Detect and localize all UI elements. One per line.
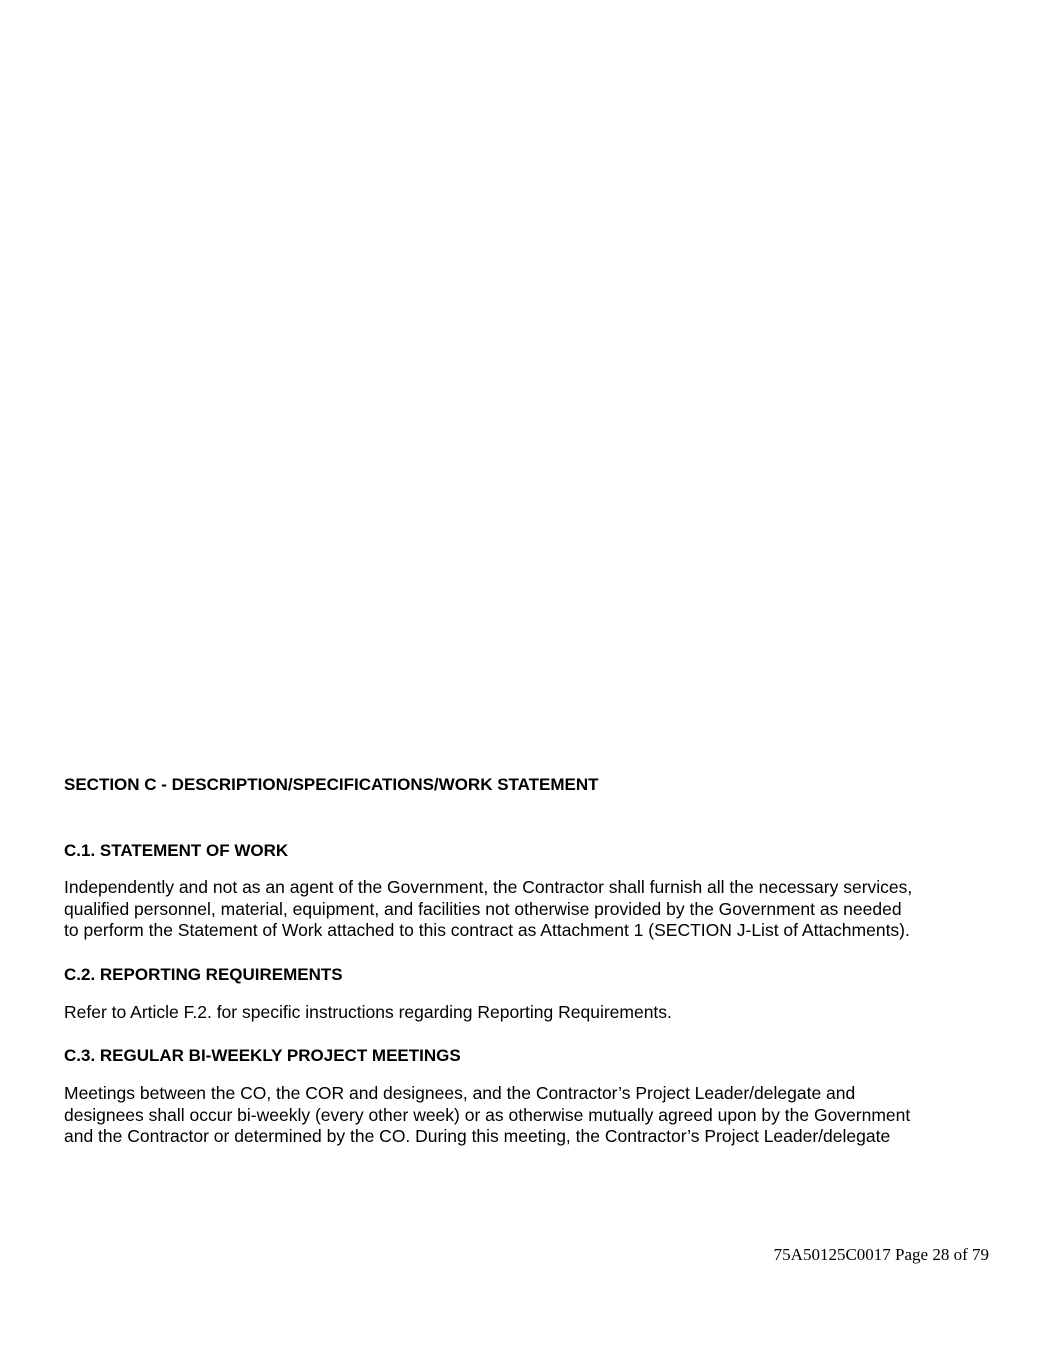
paragraph-line: Meetings between the CO, the COR and designees, and the Contractor’s Project Leader/delegate and	[64, 1083, 856, 1103]
section-title: SECTION C - DESCRIPTION/SPECIFICATIONS/WORK STATEMENT	[64, 775, 599, 794]
heading-statement-of-work: C.1. STATEMENT OF WORK	[64, 841, 289, 860]
paragraph-reporting-requirements	[64, 1002, 994, 1024]
paragraph-line: to perform the Statement of Work attached to this contract as Attachment 1 (SECTION J-List of Attachments).	[64, 920, 910, 940]
paragraph-project-meetings	[64, 1083, 994, 1148]
heading-project-meetings: C.3. REGULAR BI-WEEKLY PROJECT MEETINGS	[64, 1046, 461, 1065]
paragraph-line: qualified personnel, material, equipment, and facilities not otherwise provided by the Government as needed	[64, 898, 902, 919]
page-footer: 75A50125C0017 Page 28 of 79	[773, 1245, 989, 1264]
paragraph-line: Independently and not as an agent of the Government, the Contractor shall furnish all the necessary services,	[64, 877, 913, 897]
paragraph-line: and the Contractor or determined by the CO. During this meeting, the Contractor’s Project Leader/delegate	[64, 1126, 891, 1146]
paragraph-statement-of-work	[64, 877, 994, 942]
paragraph-line: designees shall occur bi-weekly (every other week) or as otherwise mutually agreed upon by the Government	[64, 1104, 911, 1125]
paragraph-line: Refer to Article F.2. for specific instructions regarding Reporting Requirements.	[64, 1002, 672, 1022]
heading-reporting-requirements: C.2. REPORTING REQUIREMENTS	[64, 965, 343, 984]
